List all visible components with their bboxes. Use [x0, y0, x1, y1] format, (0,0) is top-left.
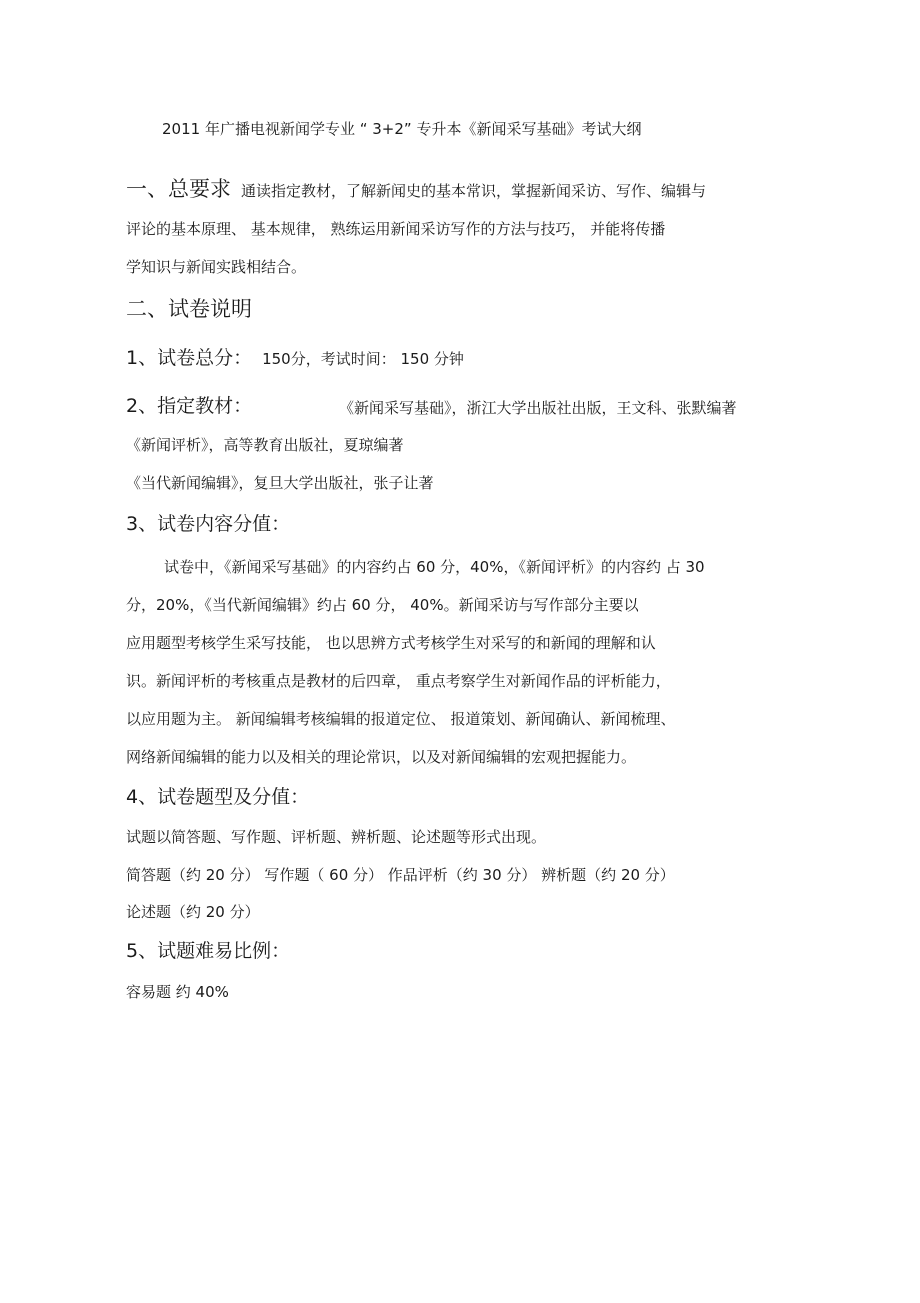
item2-book2: 《新闻评析》，高等教育出版社，夏琼编著: [126, 436, 404, 454]
section1-first-line: [126, 176, 706, 202]
item4-line2: 论述题（约 20 分）: [126, 903, 260, 921]
item3-line4: 识。新闻评析的考核重点是教材的后四章， 重点考察学生对新闻作品的评析能力，: [126, 672, 671, 690]
item3-line5: 以应用题为主。 新闻编辑考核编辑的报道定位、 报道策划、新闻确认、新闻梳理、: [126, 710, 676, 728]
item3-line1: 试卷中，《新闻采写基础》的内容约占 60 分，40%，《新闻评析》的内容约 占 30: [164, 558, 705, 576]
document-title: 2011 年广播电视新闻学专业 “ 3+2” 专升本《新闻采写基础》考试大纲: [162, 120, 642, 138]
item3-line6: 网络新闻编辑的能力以及相关的理论常识，以及对新闻编辑的宏观把握能力。: [126, 748, 637, 766]
item5-heading: 5、试题难易比例：: [126, 940, 291, 962]
section1-heading: 一、总要求: [126, 177, 231, 201]
item1-text: 150分，考试时间： 150 分钟: [262, 350, 464, 368]
item1-heading: 1、试卷总分：: [126, 347, 253, 369]
item2-heading: 2、指定教材：: [126, 395, 253, 417]
item2-book3: 《当代新闻编辑》，复旦大学出版社，张子让著: [126, 474, 434, 492]
item4-line1: 简答题（约 20 分） 写作题（ 60 分） 作品评析（约 30 分） 辨析题（约 20 分）: [126, 866, 675, 884]
item3-line3: 应用题型考核学生采写技能， 也以思辨方式考核学生对采写的和新闻的理解和认: [126, 634, 656, 652]
item4-intro: 试题以简答题、写作题、评析题、辨析题、论述题等形式出现。: [126, 828, 547, 846]
section1-line1: 通读指定教材，了解新闻史的基本常识，掌握新闻采访、写作、编辑与: [241, 182, 707, 200]
section1-line3: 学知识与新闻实践相结合。: [126, 258, 307, 276]
item3-line2: 分，20%，《当代新闻编辑》约占 60 分， 40%。新闻采访与写作部分主要以: [126, 596, 639, 614]
section2-heading: 二、试卷说明: [126, 297, 252, 321]
section1-line2: 评论的基本原理、 基本规律， 熟练运用新闻采访写作的方法与技巧， 并能将传播: [126, 220, 666, 238]
item4-heading: 4、试卷题型及分值：: [126, 786, 310, 808]
item2-book1: 《新闻采写基础》，浙江大学出版社出版，王文科、张默编著: [339, 399, 737, 417]
item2-row: [126, 394, 252, 418]
item3-heading: 3、试卷内容分值：: [126, 513, 291, 535]
item5-line1: 容易题 约 40%: [126, 983, 229, 1001]
item1-row: [126, 346, 464, 370]
